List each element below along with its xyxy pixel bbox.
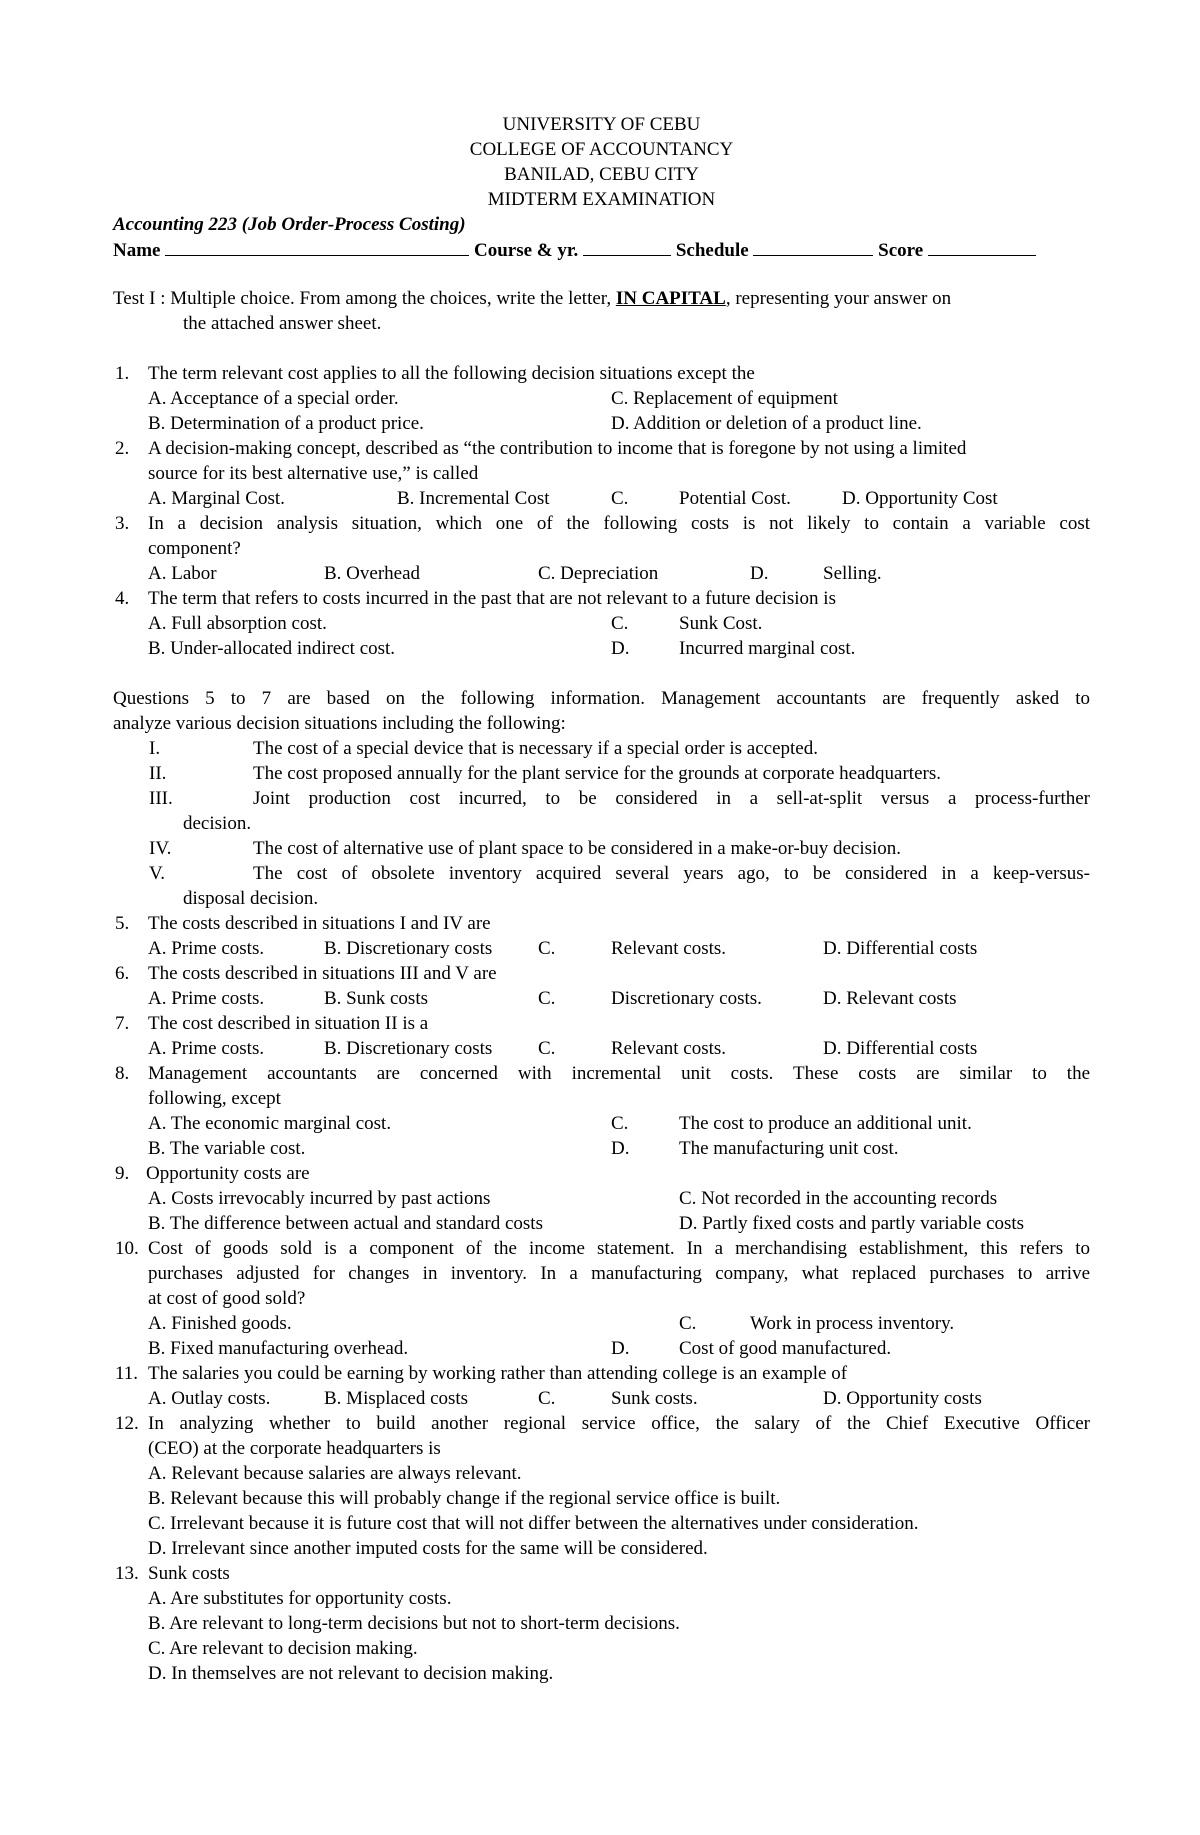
exam-title: MIDTERM EXAMINATION <box>487 189 716 210</box>
q12-text-line-1: In analyzing whether to build another regional service office, the salary of the Chief Executive Officer <box>148 1413 1090 1434</box>
q9-text: Opportunity costs are <box>146 1163 310 1184</box>
name-blank[interactable] <box>165 237 469 256</box>
q8-option-a: A. The economic marginal cost. <box>148 1113 392 1134</box>
q2-text-line-1: A decision-making concept, described as “the contribution to income that is foregone by not using a limited <box>148 438 967 459</box>
q13-text: Sunk costs <box>148 1563 230 1584</box>
q10-option-d-letter: D. <box>611 1338 630 1359</box>
situation-text: The cost of a special device that is necessary if a special order is accepted. <box>253 738 818 759</box>
set-intro-line-1: Questions 5 to 7 are based on the following information. Management accountants are frequently asked to <box>113 688 1090 709</box>
q2-option-a: A. Marginal Cost. <box>148 488 285 509</box>
q5-option-d: D. Differential costs <box>823 938 978 959</box>
name-label: Name <box>113 240 161 261</box>
q4-option-c: Sunk Cost. <box>679 613 763 634</box>
q11-option-c-letter: C. <box>538 1388 556 1409</box>
q2-number: 2. <box>115 438 130 459</box>
q12-option-c: C. Irrelevant because it is future cost that will not differ between the alternatives under consideration. <box>148 1513 919 1534</box>
q4-number: 4. <box>115 588 130 609</box>
q8-option-d: The manufacturing unit cost. <box>679 1138 899 1159</box>
q11-option-d: D. Opportunity costs <box>823 1388 982 1409</box>
student-info-row <box>113 237 1090 261</box>
q12-option-b: B. Relevant because this will probably change if the regional service office is built. <box>148 1488 781 1509</box>
q9-option-c: C. Not recorded in the accounting records <box>679 1188 998 1209</box>
q10-option-a: A. Finished goods. <box>148 1313 292 1334</box>
course-label: Course & yr. <box>473 240 579 261</box>
q3-option-d-letter: D. <box>750 563 769 584</box>
in-capital-emphasis: IN CAPITAL <box>615 288 726 309</box>
q4-option-d: Incurred marginal cost. <box>679 638 856 659</box>
situation-roman: II. <box>149 763 167 784</box>
situation-roman: IV. <box>149 838 172 859</box>
q13-option-a: A. Are substitutes for opportunity costs. <box>148 1588 452 1609</box>
q6-option-d: D. Relevant costs <box>823 988 957 1009</box>
university-name: UNIVERSITY OF CEBU <box>502 114 701 135</box>
q6-option-c: Discretionary costs. <box>611 988 762 1009</box>
q10-option-c: Work in process inventory. <box>750 1313 955 1334</box>
q6-option-c-letter: C. <box>538 988 556 1009</box>
q10-text-line-3: at cost of good sold? <box>148 1288 306 1309</box>
q3-text-line-1: In a decision analysis situation, which one of the following costs is not likely to contain a variable cost <box>148 513 1090 534</box>
course-blank[interactable] <box>583 237 671 256</box>
q1-option-a: A. Acceptance of a special order. <box>148 388 399 409</box>
q1-option-b: B. Determination of a product price. <box>148 413 424 434</box>
college-name: COLLEGE OF ACCOUNTANCY <box>469 139 734 160</box>
q8-number: 8. <box>115 1063 130 1084</box>
situation-text-cont: decision. <box>183 813 252 834</box>
q12-option-a: A. Relevant because salaries are always relevant. <box>148 1463 522 1484</box>
q7-text: The cost described in situation II is a <box>148 1013 429 1034</box>
q8-option-d-letter: D. <box>611 1138 630 1159</box>
q3-option-a: A. Labor <box>148 563 217 584</box>
q9-option-d: D. Partly fixed costs and partly variable costs <box>679 1213 1025 1234</box>
q7-option-c: Relevant costs. <box>611 1038 727 1059</box>
q6-text: The costs described in situations III and V are <box>148 963 497 984</box>
situation-text: Joint production cost incurred, to be considered in a sell-at-split versus a process-further <box>253 788 1090 809</box>
q3-number: 3. <box>115 513 130 534</box>
schedule-blank[interactable] <box>753 237 873 256</box>
q3-option-b: B. Overhead <box>324 563 421 584</box>
instructions-line-1: Test I : Multiple choice. From among the choices, write the letter, IN CAPITAL, representing your answer on <box>113 288 952 309</box>
q8-option-c: The cost to produce an additional unit. <box>679 1113 972 1134</box>
q7-option-b: B. Discretionary costs <box>324 1038 493 1059</box>
q11-text: The salaries you could be earning by working rather than attending college is an example of <box>148 1363 848 1384</box>
q8-option-b: B. The variable cost. <box>148 1138 306 1159</box>
q6-option-a: A. Prime costs. <box>148 988 265 1009</box>
q2-option-c: Potential Cost. <box>679 488 791 509</box>
q7-option-a: A. Prime costs. <box>148 1038 265 1059</box>
q13-option-b: B. Are relevant to long-term decisions but not to short-term decisions. <box>148 1613 680 1634</box>
q11-number: 11. <box>115 1363 139 1384</box>
score-label: Score <box>878 240 924 261</box>
q1-option-d: D. Addition or deletion of a product line. <box>611 413 922 434</box>
q9-number: 9. <box>115 1163 130 1184</box>
location: BANILAD, CEBU CITY <box>504 164 699 185</box>
q10-number: 10. <box>115 1238 139 1259</box>
q10-option-d: Cost of good manufactured. <box>679 1338 892 1359</box>
q8-text-line-2: following, except <box>148 1088 281 1109</box>
situation-roman: III. <box>149 788 173 809</box>
q3-text-line-2: component? <box>148 538 241 559</box>
q4-option-a: A. Full absorption cost. <box>148 613 327 634</box>
q12-text-line-2: (CEO) at the corporate headquarters is <box>148 1438 441 1459</box>
q5-option-c: Relevant costs. <box>611 938 727 959</box>
q8-option-c-letter: C. <box>611 1113 629 1134</box>
q11-option-c: Sunk costs. <box>611 1388 698 1409</box>
q3-option-d: Selling. <box>823 563 882 584</box>
q9-option-b: B. The difference between actual and standard costs <box>148 1213 543 1234</box>
q6-number: 6. <box>115 963 130 984</box>
q11-option-b: B. Misplaced costs <box>324 1388 469 1409</box>
situation-text: The cost proposed annually for the plant service for the grounds at corporate headquarters. <box>253 763 941 784</box>
q2-option-b: B. Incremental Cost <box>397 488 550 509</box>
situation-text-cont: disposal decision. <box>183 888 319 909</box>
q12-option-d: D. Irrelevant since another imputed costs for the same will be considered. <box>148 1538 708 1559</box>
q4-option-d-letter: D. <box>611 638 630 659</box>
q4-option-c-letter: C. <box>611 613 629 634</box>
q4-text: The term that refers to costs incurred in the past that are not relevant to a future decision is <box>148 588 836 609</box>
situation-text: The cost of obsolete inventory acquired several years ago, to be considered in a keep-versus- <box>253 863 1090 884</box>
situation-roman: I. <box>149 738 161 759</box>
q1-option-c: C. Replacement of equipment <box>611 388 838 409</box>
q2-text-line-2: source for its best alternative use,” is called <box>148 463 479 484</box>
q6-option-b: B. Sunk costs <box>324 988 428 1009</box>
q11-option-a: A. Outlay costs. <box>148 1388 271 1409</box>
q5-option-c-letter: C. <box>538 938 556 959</box>
q13-number: 13. <box>115 1563 139 1584</box>
q3-option-c: C. Depreciation <box>538 563 659 584</box>
instructions-line-2: the attached answer sheet. <box>183 313 382 334</box>
subject-title: Accounting 223 (Job Order-Process Costing) <box>113 214 466 235</box>
q13-option-c: C. Are relevant to decision making. <box>148 1638 418 1659</box>
situation-roman: V. <box>149 863 166 884</box>
q7-option-c-letter: C. <box>538 1038 556 1059</box>
situation-text: The cost of alternative use of plant space to be considered in a make-or-buy decision. <box>253 838 902 859</box>
q7-number: 7. <box>115 1013 130 1034</box>
q7-option-d: D. Differential costs <box>823 1038 978 1059</box>
q10-text-line-2: purchases adjusted for changes in inventory. In a manufacturing company, what replaced purchases to arrive <box>148 1263 1090 1284</box>
score-blank[interactable] <box>928 237 1036 256</box>
q10-option-c-letter: C. <box>679 1313 697 1334</box>
q2-option-c-letter: C. <box>611 488 629 509</box>
q13-option-d: D. In themselves are not relevant to decision making. <box>148 1663 554 1684</box>
schedule-label: Schedule <box>675 240 749 261</box>
q10-text-line-1: Cost of goods sold is a component of the income statement. In a merchandising establishment, this refers to <box>148 1238 1090 1259</box>
q1-number: 1. <box>115 363 130 384</box>
q5-text: The costs described in situations I and IV are <box>148 913 491 934</box>
q10-option-b: B. Fixed manufacturing overhead. <box>148 1338 409 1359</box>
q5-number: 5. <box>115 913 130 934</box>
q5-option-a: A. Prime costs. <box>148 938 265 959</box>
q9-option-a: A. Costs irrevocably incurred by past actions <box>148 1188 491 1209</box>
q1-text: The term relevant cost applies to all the following decision situations except the <box>148 363 755 384</box>
q4-option-b: B. Under-allocated indirect cost. <box>148 638 396 659</box>
q2-option-d: D. Opportunity Cost <box>842 488 998 509</box>
q5-option-b: B. Discretionary costs <box>324 938 493 959</box>
q12-number: 12. <box>115 1413 139 1434</box>
q8-text-line-1: Management accountants are concerned with incremental unit costs. These costs are similar to the <box>148 1063 1090 1084</box>
set-intro-line-2: analyze various decision situations including the following: <box>113 713 566 734</box>
